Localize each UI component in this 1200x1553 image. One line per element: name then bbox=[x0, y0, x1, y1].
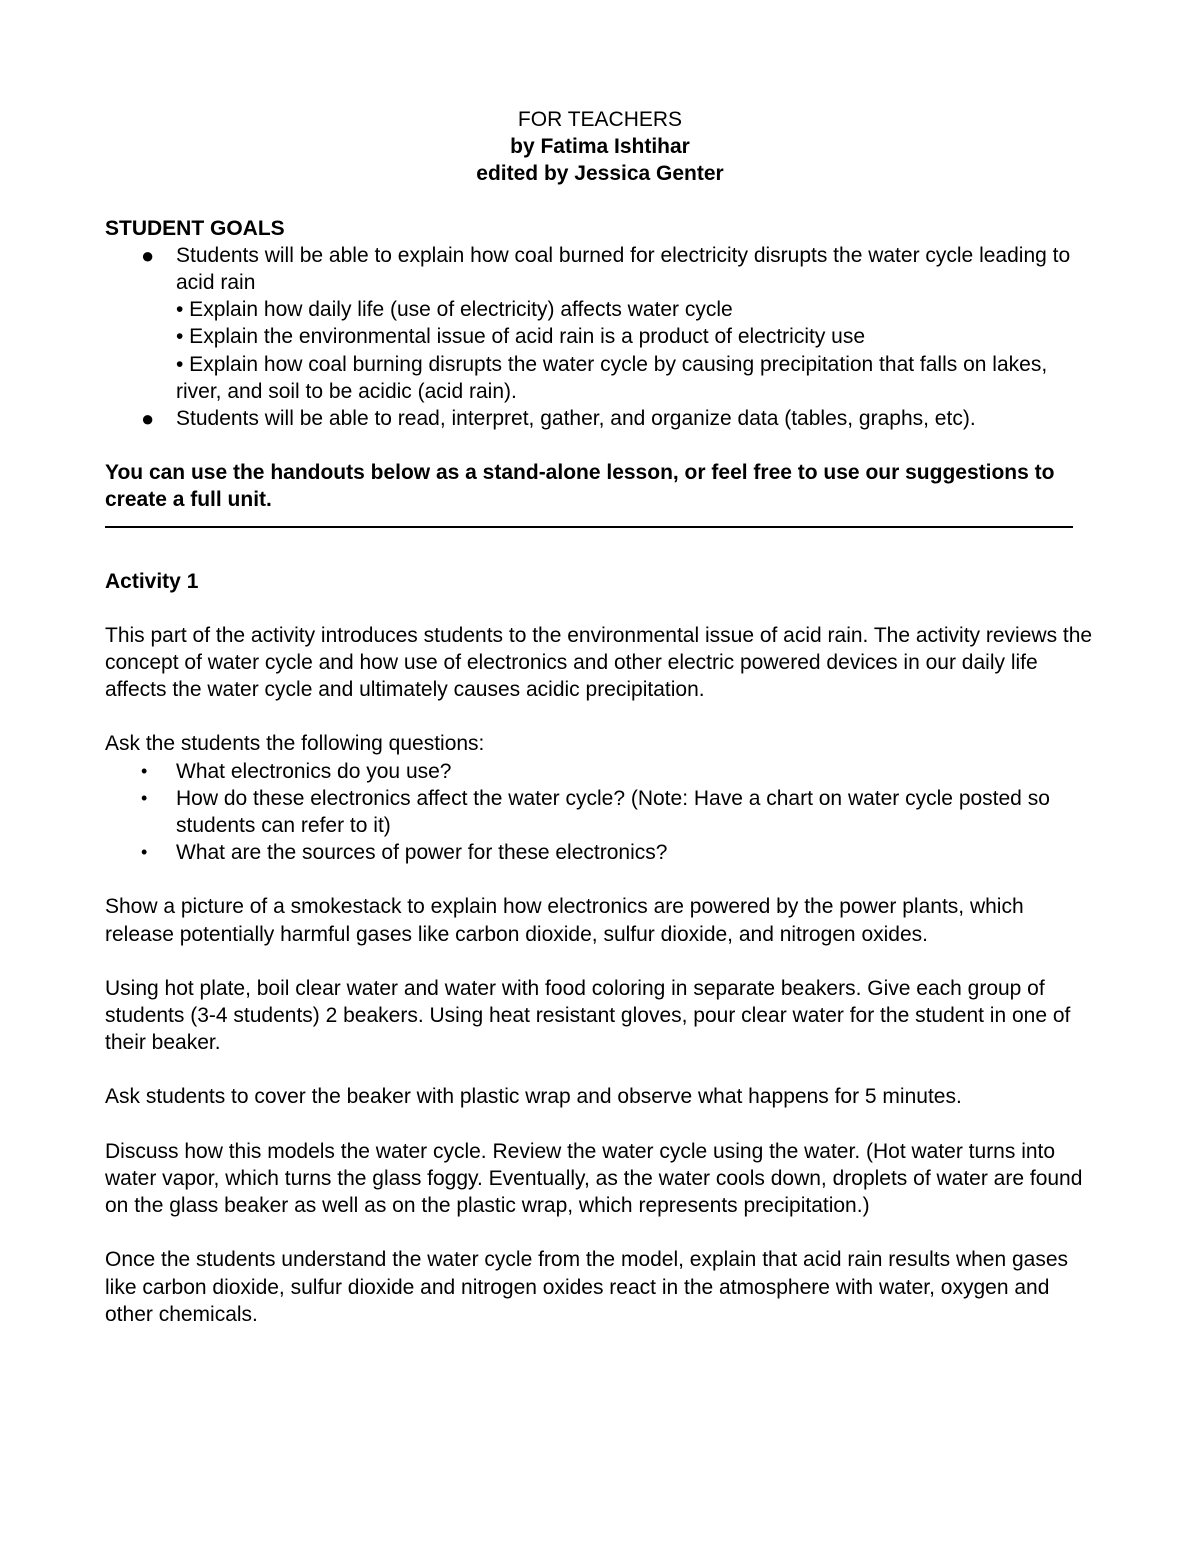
document-header bbox=[105, 106, 1095, 188]
question-item bbox=[105, 758, 1095, 785]
question-text: What are the sources of power for these electronics? bbox=[176, 841, 668, 865]
question-text: What electronics do you use? bbox=[176, 759, 452, 783]
goal-text: Students will be able to explain how coal burned for electricity disrupts the water cycle leading to acid rain bbox=[176, 243, 1071, 295]
water-cycle-discussion-paragraph: Discuss how this models the water cycle. Review the water cycle using the water. (Hot water turns into water vapor, which turns the glass foggy. Eventually, as the water cools down, droplets of water are found on the glass beaker as well as on the plastic wrap, which represents precipitation.) bbox=[105, 1139, 1083, 1218]
question-text: How do these electronics affect the water cycle? (Note: Have a chart on water cycle posted so students can refer to it) bbox=[176, 786, 1050, 838]
student-goals-list bbox=[105, 242, 1095, 296]
bullet-icon: • bbox=[141, 787, 148, 808]
goal-item bbox=[105, 405, 1095, 432]
acid-rain-explanation-paragraph: Once the students understand the water cycle from the model, explain that acid rain results when gases like carbon dioxide, sulfur dioxide and nitrogen oxides react in the atmosphere with water, oxygen and other chemicals. bbox=[105, 1248, 1069, 1326]
subgoal-item: • Explain how coal burning disrupts the water cycle by causing precipitation that falls on lakes, river, and soil to be acidic (acid rain). bbox=[176, 352, 1048, 403]
bullet-icon: ● bbox=[141, 406, 155, 432]
horizontal-rule bbox=[105, 514, 1095, 541]
student-goals-list-continued bbox=[105, 405, 1095, 432]
subgoals-list bbox=[105, 296, 1095, 405]
hot-plate-paragraph: Using hot plate, boil clear water and water with food coloring in separate beakers. Give each group of students (3-4 students) 2 beakers. Using heat resistant gloves, pour clear water for the student in one of their beaker. bbox=[105, 976, 1071, 1055]
document-page bbox=[105, 106, 1095, 1328]
activity-intro: This part of the activity introduces students to the environmental issue of acid rain. The activity reviews the concept of water cycle and how use of electronics and other electric powered devices in our daily life affects the water cycle and ultimately causes acidic precipitation. bbox=[105, 623, 1093, 702]
handouts-callout: You can use the handouts below as a stand-alone lesson, or feel free to use our suggestions to create a full unit. bbox=[105, 461, 1055, 512]
student-goals-heading: STUDENT GOALS bbox=[105, 216, 285, 240]
questions-intro: Ask the students the following questions: bbox=[105, 732, 485, 756]
activity-heading: Activity 1 bbox=[105, 569, 199, 593]
rule-line bbox=[105, 526, 1073, 528]
plastic-wrap-paragraph: Ask students to cover the beaker with plastic wrap and observe what happens for 5 minutes. bbox=[105, 1085, 962, 1109]
bullet-icon: • bbox=[141, 760, 148, 781]
editor-line: edited by Jessica Genter bbox=[476, 162, 724, 186]
subgoal-item: • Explain how daily life (use of electricity) affects water cycle bbox=[176, 298, 733, 322]
subgoal-item: • Explain the environmental issue of acid rain is a product of electricity use bbox=[176, 325, 866, 349]
bullet-icon: • bbox=[141, 842, 148, 863]
goal-item bbox=[105, 242, 1095, 296]
author-line: by Fatima Ishtihar bbox=[510, 135, 690, 159]
document-title: FOR TEACHERS bbox=[517, 108, 683, 131]
goal-text: Students will be able to read, interpret, gather, and organize data (tables, graphs, etc). bbox=[176, 407, 976, 431]
questions-list bbox=[105, 758, 1095, 867]
question-item bbox=[105, 839, 1095, 866]
smokestack-paragraph: Show a picture of a smokestack to explain how electronics are powered by the power plants, which release potentially harmful gases like carbon dioxide, sulfur dioxide, and nitrogen oxides. bbox=[105, 895, 1024, 946]
bullet-icon: ● bbox=[141, 242, 155, 268]
question-item bbox=[105, 785, 1095, 839]
